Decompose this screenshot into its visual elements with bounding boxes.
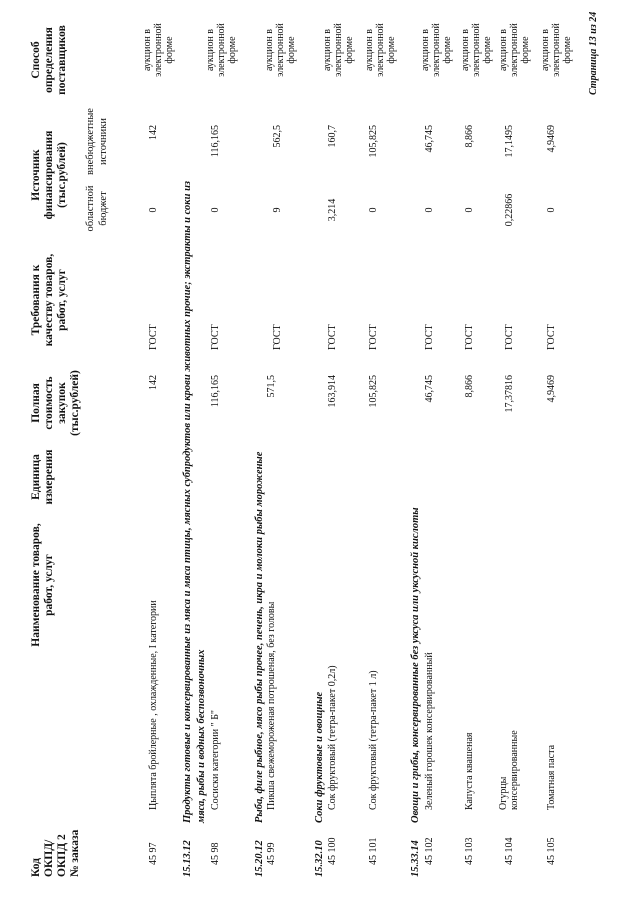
header-cost: [30, 363, 82, 443]
row-code: 45 105: [546, 837, 557, 865]
row-obl: 0: [210, 207, 221, 213]
row-obl: 0: [464, 207, 475, 213]
row-req: ГОСТ: [148, 324, 159, 350]
row-method-line: форме: [386, 36, 397, 64]
row-name: Сосиски категории " Б": [210, 709, 221, 810]
row-name-line: консервированные: [509, 730, 520, 810]
row-method: [364, 15, 397, 85]
row-vne: 17,1495: [504, 125, 515, 158]
row-obl: 0: [424, 207, 435, 213]
row-method-line: форме: [164, 36, 175, 64]
header-source-offbudget: [84, 104, 110, 179]
row-method-line: аукцион в: [205, 28, 216, 72]
header-name-line: Наименование товаров,: [30, 523, 42, 647]
row-cost: 105,825: [368, 375, 379, 408]
row-cost: 4,9469: [546, 375, 557, 403]
row-code: 45 99: [266, 842, 277, 865]
row-method-line: аукцион в: [420, 28, 431, 72]
row-method: [205, 15, 238, 85]
header-method: [30, 15, 69, 105]
row-cost: 8,866: [464, 375, 475, 398]
header-source-offbudget-line: внебюджетные: [85, 108, 96, 175]
section-title: Продукты готовые и консервированные из мяса и мяса птицы, мясных субпродуктов или крови животных прочие; экстракты и соки из: [182, 180, 193, 823]
row-obl: 0: [148, 207, 159, 213]
row-method-line: электронной: [333, 23, 344, 77]
row-method-line: форме: [286, 36, 297, 64]
row-req: ГОСТ: [210, 324, 221, 350]
section-title: Овощи и грибы, консервированные без уксуса или уксусной кислоты: [410, 507, 421, 823]
row-code: 45 104: [504, 837, 515, 865]
row-vne: 142: [148, 125, 159, 140]
row-obl: 0: [368, 207, 379, 213]
row-method: [498, 15, 531, 85]
row-method-line: аукцион в: [322, 28, 333, 72]
row-code: 45 101: [368, 837, 379, 865]
header-code-line: ОКПД/: [43, 839, 55, 877]
header-source: [30, 110, 69, 240]
row-name: Сок фруктовый (тетра-пакет 0,2л): [327, 665, 338, 810]
row-vne: 116,165: [210, 125, 221, 158]
row-obl: 0,22866: [504, 193, 515, 227]
row-cost: 571,5: [266, 375, 277, 398]
row-req: ГОСТ: [424, 324, 435, 350]
header-req: [30, 250, 69, 350]
header-code-line: Код: [30, 857, 42, 877]
row-method-line: аукцион в: [498, 28, 509, 72]
row-method-line: электронной: [216, 23, 227, 77]
row-code: 45 102: [424, 837, 435, 865]
row-method-line: форме: [344, 36, 355, 64]
header-source-offbudget-line: источники: [98, 118, 109, 165]
row-method-line: аукцион в: [264, 28, 275, 72]
row-method: [264, 15, 297, 85]
row-cost: 116,165: [210, 375, 221, 408]
section-code: 15.32.10: [314, 840, 325, 877]
section-code: 15.13.12: [182, 840, 193, 877]
header-method-line: поставщиков: [56, 25, 68, 95]
header-cost-line: (тыс.рублей): [69, 370, 81, 436]
header-source-regional-line: бюджет: [98, 191, 109, 226]
row-obl: 3,214: [327, 198, 338, 222]
row-req: ГОСТ: [546, 324, 557, 350]
row-method-line: электронной: [551, 23, 562, 77]
row-method: [540, 15, 573, 85]
row-method-line: электронной: [509, 23, 520, 77]
header-source-regional: [84, 181, 110, 236]
header-cost-line: Полная: [30, 383, 42, 423]
row-cost: 46,745: [424, 375, 435, 403]
section-code: 15.20.12: [254, 840, 265, 877]
header-cost-line: стоимость: [43, 376, 55, 430]
row-method-line: электронной: [275, 23, 286, 77]
row-method-line: аукцион в: [540, 28, 551, 72]
row-cost: 163,914: [327, 375, 338, 408]
header-cost-line: закупок: [56, 382, 68, 424]
row-code: 45 97: [148, 842, 159, 865]
row-method-line: форме: [520, 36, 531, 64]
row-method-line: форме: [482, 36, 493, 64]
row-method-line: электронной: [375, 23, 386, 77]
row-vne: 46,745: [424, 125, 435, 153]
row-method: [142, 15, 175, 85]
row-method: [460, 15, 493, 85]
row-vne: 4,9469: [546, 125, 557, 153]
row-vne: 105,825: [368, 125, 379, 158]
row-method-line: электронной: [153, 23, 164, 77]
row-code: 45 103: [464, 837, 475, 865]
header-unit: [30, 447, 56, 507]
header-req-line: качеству товаров,: [43, 253, 55, 347]
section-title: Соки фруктовые и овощные: [314, 691, 325, 823]
section-code: 15.33.14: [410, 840, 421, 877]
header-source-line: финансирования: [43, 130, 55, 220]
row-method-line: аукцион в: [460, 28, 471, 72]
header-source-regional-line: областной: [85, 185, 96, 232]
row-cost: 142: [148, 375, 159, 390]
page-number: Страница 13 из 24: [588, 11, 599, 95]
header-unit-line: Единица: [30, 454, 42, 500]
row-method: [420, 15, 453, 85]
row-name: Капуста квашеная: [464, 732, 475, 810]
header-source-line: Источник: [30, 149, 42, 201]
header-name: [30, 505, 56, 665]
row-name: Пикша свежемороженая потрошеная, без головы: [266, 601, 277, 810]
row-method-line: аукцион в: [364, 28, 375, 72]
row-req: ГОСТ: [464, 324, 475, 350]
row-method-line: аукцион в: [142, 28, 153, 72]
row-req: ГОСТ: [327, 324, 338, 350]
header-code-line: ОКПД 2: [56, 834, 68, 877]
header-req-line: работ, услуг: [56, 269, 68, 331]
row-vne: 562,5: [272, 125, 283, 148]
row-code: 45 100: [327, 837, 338, 865]
row-name: [498, 730, 520, 810]
row-name-line: Огурцы: [498, 776, 509, 810]
row-obl: 9: [272, 207, 283, 213]
header-req-line: Требования к: [30, 264, 42, 336]
row-obl: 0: [546, 207, 557, 213]
header-method-line: определения: [43, 27, 55, 93]
header-unit-line: измерения: [43, 449, 55, 505]
row-method-line: форме: [442, 36, 453, 64]
header-name-line: работ, услуг: [43, 554, 55, 616]
section-title: мяса, рыбы и водных беспозвоночных: [196, 649, 207, 823]
header-code-line: № заказа: [69, 829, 81, 877]
row-vne: 8,866: [464, 125, 475, 148]
row-method-line: электронной: [471, 23, 482, 77]
row-method-line: форме: [562, 36, 573, 64]
row-req: ГОСТ: [504, 324, 515, 350]
row-cost: 17,37816: [504, 375, 515, 413]
header-code: [30, 830, 82, 877]
row-method: [322, 15, 355, 85]
row-vne: 160,7: [327, 125, 338, 148]
row-name: Цыплята бройлерные , охлажденные, I категории: [148, 600, 159, 810]
row-method-line: форме: [227, 36, 238, 64]
row-req: ГОСТ: [368, 324, 379, 350]
row-method-line: электронной: [431, 23, 442, 77]
row-name: Томатная паста: [546, 744, 557, 810]
row-name: Зеленый горошек консервированный: [424, 652, 435, 810]
header-source-line: (тыс.рублей): [56, 142, 68, 208]
row-code: 45 98: [210, 842, 221, 865]
section-title: Рыба, филе рыбное, мясо рыбы прочее, печень, икра и молоки рыбы мороженые: [254, 451, 265, 823]
row-name: Сок фруктовый (тетра-пакет 1 л): [368, 670, 379, 810]
row-req: ГОСТ: [272, 324, 283, 350]
header-method-line: Способ: [30, 41, 42, 79]
